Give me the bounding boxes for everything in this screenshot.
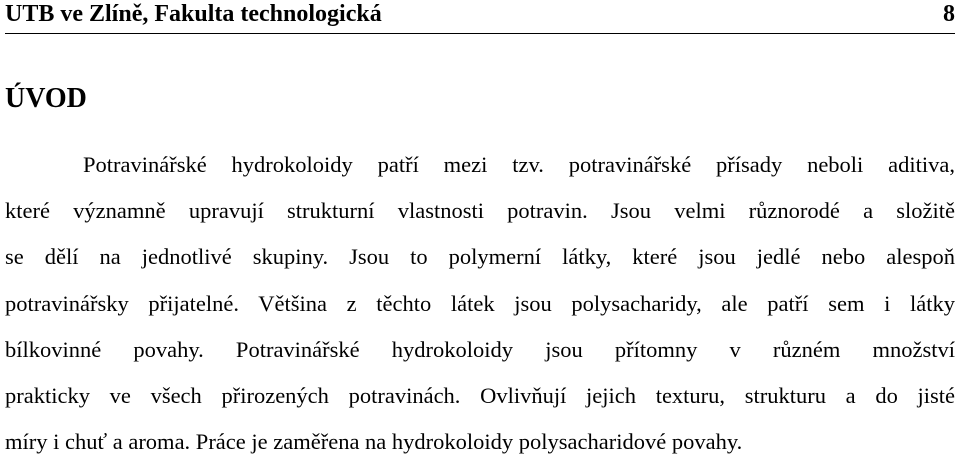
page-header	[5, 0, 955, 28]
paragraph-line: které významně upravují strukturní vlastnosti potravin. Jsou velmi různorodé a složitě	[5, 198, 955, 224]
paragraph-line: potravinářsky přijatelné. Většina z těchto látek jsou polysacharidy, ale patří sem i látky	[5, 290, 955, 316]
body-paragraph	[5, 142, 955, 465]
paragraph-line: Potravinářské hydrokoloidy patří mezi tzv. potravinářské přísady neboli aditiva,	[83, 152, 955, 177]
paragraph-line: bílkovinné povahy. Potravinářské hydrokoloidy jsou přítomny v různém množství	[5, 336, 955, 362]
page-number: 8	[943, 1, 955, 27]
paragraph-line: se dělí na jednotlivé skupiny. Jsou to polymerní látky, které jsou jedlé nebo alespoň	[5, 244, 955, 270]
header-title: UTB ve Zlíně, Fakulta technologická	[5, 1, 382, 27]
header-divider	[5, 33, 955, 34]
paragraph-line: míry i chuť a aroma. Práce je zaměřena na hydrokoloidy polysacharidové povahy.	[5, 429, 743, 455]
paragraph-line: prakticky ve všech přirozených potravinách. Ovlivňují jejich texturu, strukturu a do jisté	[5, 382, 955, 408]
section-heading: ÚVOD	[5, 83, 87, 114]
